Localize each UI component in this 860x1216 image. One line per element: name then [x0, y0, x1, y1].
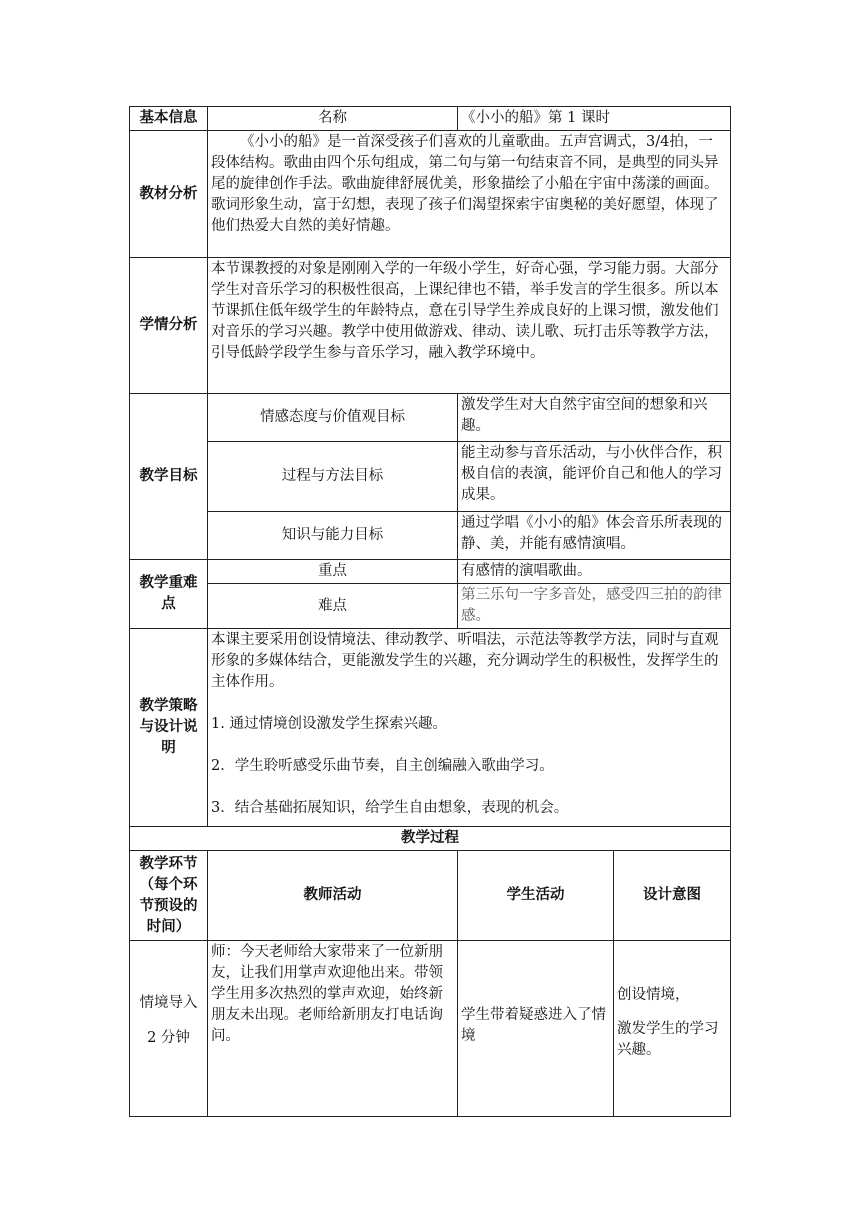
goal-text: 能主动参与音乐活动，与小伙伴合作，积极自信的表演，能评价自己和他人的学习成果。: [458, 442, 731, 512]
key-label: 重点: [208, 560, 458, 584]
strategy-intro: 本课主要采用创设情境法、律动教学、听唱法，示范法等教学方法，同时与直观形象的多媒体结合，更能激发学生的兴趣，充分调动学生的积极性，发挥学生的主体作用。: [211, 632, 719, 690]
goal-text: 激发学生对大自然宇宙空间的想象和兴趣。: [458, 394, 731, 442]
basic-info-row: [130, 107, 731, 131]
goal-name: 知识与能力目标: [208, 512, 458, 560]
goal-row: [130, 442, 731, 512]
teacher-header: 教师活动: [208, 851, 458, 941]
process-title-row: [130, 827, 731, 851]
intent-header: 设计意图: [614, 851, 731, 941]
process-title: 教学过程: [130, 827, 731, 851]
students-label: 学情分析: [130, 258, 208, 394]
basic-info-label: 基本信息: [130, 107, 208, 131]
intent-line: 激发学生的学习兴趣。: [617, 1021, 719, 1058]
process-row: [130, 941, 731, 1117]
strategy-content: [208, 629, 731, 827]
stage-header: 教学环节（每个环节预设的时间）: [130, 851, 208, 941]
material-label: 教材分析: [130, 131, 208, 258]
name-label: 名称: [208, 107, 458, 131]
strategy-row: [130, 629, 731, 827]
strategy-point: 2．学生聆听感受乐曲节奏，自主创编融入歌曲学习。: [211, 758, 554, 774]
hardpoint-row: [130, 584, 731, 629]
students-text: 本节课教授的对象是刚刚入学的一年级小学生，好奇心强，学习能力弱。大部分学生对音乐学习的积极性很高，上课纪律也不错，举手发言的学生很多。所以本节课抓住低年级学生的年龄特点，意在引导学生养成良好的上课习惯，激发他们对音乐的学习兴趣。教学中使用做游戏、律动、读儿歌、玩打击乐等教学方法，引导低龄学段学生参与音乐学习，融入教学环境中。: [208, 258, 731, 394]
intent-line: 创设情境，: [617, 987, 690, 1003]
hard-label: 难点: [208, 584, 458, 629]
process-header-row: [130, 851, 731, 941]
teacher-activity: 师：今天老师给大家带来了一位新朋友，让我们用掌声欢迎他出来。带领学生用多次热烈的掌声欢迎，始终新朋友未出现。老师给新朋友打电话询问。: [208, 941, 458, 1117]
strategy-label: 教学策略与设计说明: [130, 629, 208, 827]
strategy-point: 1. 通过情境创设激发学生探索兴趣。: [211, 716, 447, 732]
goal-text: 通过学唱《小小的船》体会音乐所表现的静、美，并能有感情演唱。: [458, 512, 731, 560]
goal-name: 情感态度与价值观目标: [208, 394, 458, 442]
stage-cell: [130, 941, 208, 1117]
intent-cell: [614, 941, 731, 1117]
material-text: 《小小的船》是一首深受孩子们喜欢的儿童歌曲。五声宫调式，3/4拍，一段体结构。歌曲由四个乐句组成，第二句与第一句结束音不同，是典型的同头异尾的旋律创作手法。歌曲旋律舒展优美，形象描绘了小船在宇宙中荡漾的画面。歌词形象生动，富于幻想，表现了孩子们渴望探索宇宙奥秘的美好愿望，体现了他们热爱大自然的美好情趣。: [208, 131, 731, 258]
goal-row: [130, 394, 731, 442]
stage-name: 情境导入: [139, 995, 198, 1011]
goal-name: 过程与方法目标: [208, 442, 458, 512]
student-header: 学生活动: [458, 851, 614, 941]
hard-text: 第三乐句一字多音处，感受四三拍的韵律感。: [458, 584, 731, 629]
lesson-name: 《小小的船》第 1 课时: [458, 107, 731, 131]
material-row: [130, 131, 731, 258]
keypoint-row: [130, 560, 731, 584]
goals-label: 教学目标: [130, 394, 208, 560]
lesson-plan-table: [129, 106, 731, 1117]
keypoints-label: 教学重难点: [130, 560, 208, 629]
students-row: [130, 258, 731, 394]
student-activity: 学生带着疑惑进入了情境: [458, 941, 614, 1117]
strategy-point: 3．结合基础拓展知识，给学生自由想象，表现的机会。: [211, 800, 569, 816]
key-text: 有感情的演唱歌曲。: [458, 560, 731, 584]
stage-time: 2 分钟: [147, 1030, 190, 1046]
goal-row: [130, 512, 731, 560]
